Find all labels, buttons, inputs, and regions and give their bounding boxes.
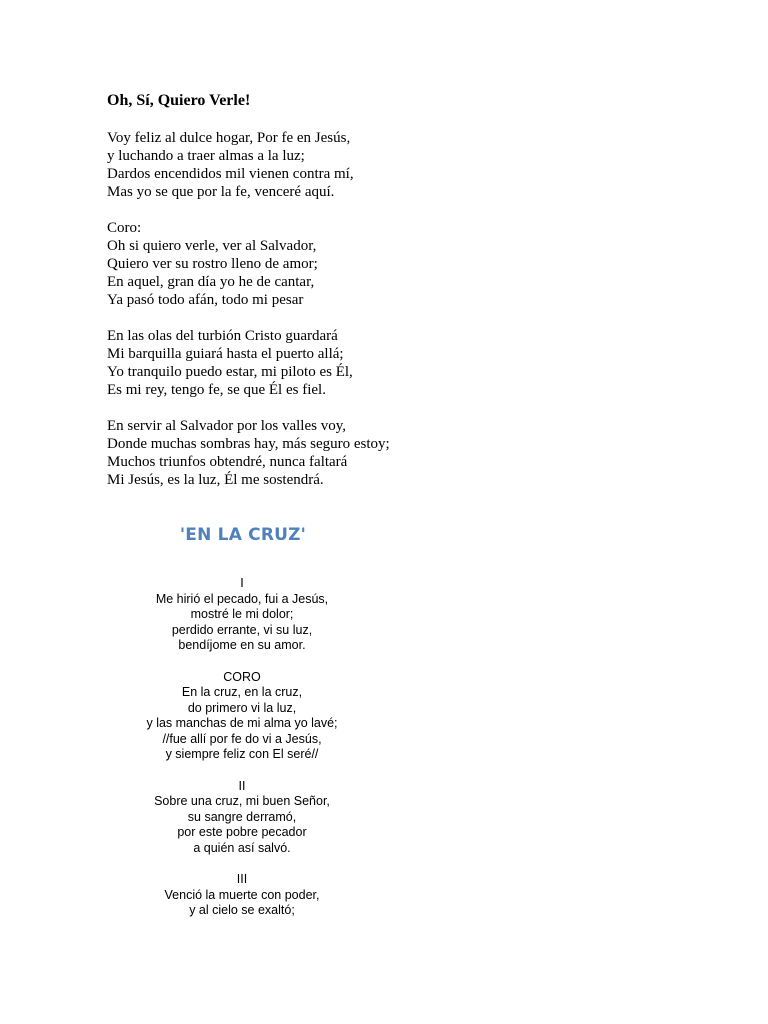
song-title-en-la-cruz: 'EN LA CRUZ' — [179, 525, 307, 545]
lyric-line: y luchando a traer almas a la luz; — [107, 148, 305, 164]
lyric-line: su sangre derramó, — [187, 809, 297, 824]
song-en-la-cruz — [92, 576, 392, 935]
lyric-line: Venció la muerte con poder, — [164, 887, 320, 902]
lyric-line: bendíjome en su amor. — [178, 638, 306, 652]
song-title: Oh, Sí, Quiero Verle! — [107, 92, 251, 109]
chorus-label: CORO — [223, 669, 261, 684]
lyric-line: Sobre una cruz, mi buen Señor, — [154, 794, 330, 808]
lyric-line: Yo tranquilo puedo estar, mi piloto es Él, — [107, 364, 353, 380]
lyric-line: En servir al Salvador por los valles voy, — [107, 418, 346, 434]
chorus — [92, 670, 392, 763]
lyric-line: mostré le mi dolor; — [190, 607, 294, 621]
lyric-line: perdido errante, vi su luz, — [171, 622, 313, 637]
lyric-line: Voy feliz al dulce hogar, Por fe en Jesús, — [107, 130, 351, 146]
lyric-line: por este pobre pecador — [177, 825, 307, 839]
lyric-line: En aquel, gran día yo he de cantar, — [107, 274, 315, 290]
lyric-line: Es mi rey, tengo fe, se que Él es fiel. — [107, 382, 326, 398]
stanza-number: II — [238, 778, 246, 793]
stanza-2 — [107, 327, 667, 399]
lyric-line: Me hirió el pecado, fui a Jesús, — [155, 591, 329, 606]
chorus — [107, 219, 667, 309]
lyric-line: Dardos encendidos mil vienen contra mí, — [107, 166, 354, 182]
lyric-line: do primero vi la luz, — [187, 700, 297, 715]
lyric-line: Quiero ver su rostro lleno de amor; — [107, 256, 318, 272]
lyric-line: Mi Jesús, es la luz, Él me sostendrá. — [107, 472, 324, 488]
lyric-line: En la cruz, en la cruz, — [181, 685, 303, 699]
lyric-line: y siempre feliz con El seré// — [165, 747, 319, 761]
stanza-i — [92, 576, 392, 654]
stanza-3 — [107, 417, 667, 489]
stanza-number: III — [236, 872, 248, 886]
stanza-1 — [107, 129, 667, 201]
lyric-line: Mi barquilla guiará hasta el puerto allá; — [107, 346, 344, 362]
lyric-line: Muchos triunfos obtendré, nunca faltará — [107, 454, 348, 470]
stanza-iii — [92, 872, 392, 919]
lyric-line: Oh si quiero verle, ver al Salvador, — [107, 238, 317, 254]
stanza-ii — [92, 779, 392, 857]
lyric-line: Mas yo se que por la fe, venceré aquí. — [107, 184, 335, 200]
lyric-line: a quién así salvó. — [193, 840, 291, 855]
lyric-line: Ya pasó todo afán, todo mi pesar — [107, 292, 304, 308]
lyric-line: y al cielo se exaltó; — [189, 903, 295, 917]
lyric-line: y las manchas de mi alma yo lavé; — [146, 716, 338, 730]
chorus-label: Coro: — [107, 220, 142, 236]
lyric-line: En las olas del turbión Cristo guardará — [107, 328, 338, 344]
lyric-line: Donde muchas sombras hay, más seguro estoy; — [107, 436, 390, 452]
lyric-line: //fue allí por fe do vi a Jesús, — [162, 731, 322, 746]
song-oh-si-quiero-verle — [107, 90, 667, 507]
stanza-number: I — [240, 576, 244, 590]
